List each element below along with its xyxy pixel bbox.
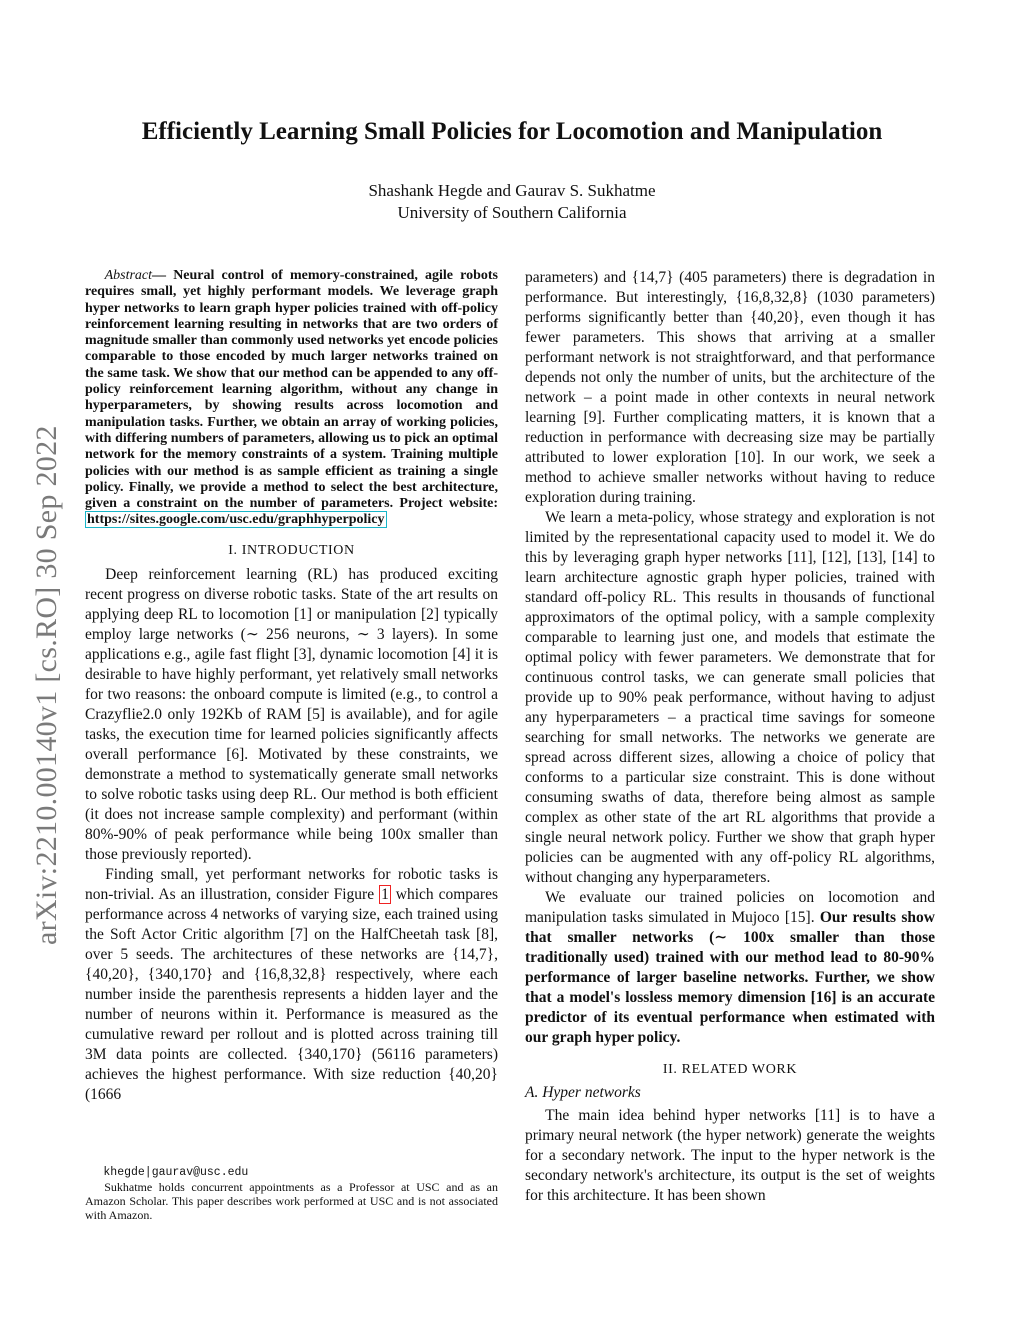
right-p3-text: We evaluate our trained policies on locomotion and manipulation tasks simulated in Mujoco [15]. (525, 889, 935, 926)
authors: Shashank Hegde and Gaurav S. Sukhatme (368, 181, 656, 200)
abstract (85, 268, 498, 529)
project-website-link[interactable]: https://sites.google.com/usc.edu/graphhyperpolicy (87, 512, 385, 528)
arxiv-identifier: arXiv:2210.00140v1 [cs.RO] 30 Sep 2022 (30, 425, 63, 945)
right-p3-bold: Our results show that smaller networks (∼ 100x smaller than those traditionally used) trained with our method lead to 80-90% performance of larger baseline networks. Further, we show that a model's lossless memory dimension [16] is an accurate predictor of its eventual performance when estimated with our graph hyper policy. (525, 909, 935, 1046)
abstract-dash: — (152, 268, 174, 283)
affiliation: University of Southern California (397, 203, 627, 222)
footnote-email: khegde|gaurav@usc.edu (103, 1166, 249, 1179)
related-paragraph-1: The main idea behind hyper networks [11] is to have a primary neural network (the hyper network) generate the weights for a secondary network. The input to the hyper network is the secondary network's architecture, its output is the set of weights for this architecture. It has been shown (525, 1107, 935, 1204)
figure-1-link[interactable]: 1 (381, 885, 389, 903)
intro-paragraph-1: Deep reinforcement learning (RL) has produced exciting recent progress on diverse robotic tasks. State of the art results on applying deep RL to locomotion [1] or manipulation [2] typically employ large networks (∼ 256 neurons, ∼ 3 layers). In some applications e.g., agile fast flight [3], dynamic locomotion [4] it is desirable to have highly performant, yet relatively small networks for two reasons: the onboard compute is limited (e.g., to control a Crazyflie2.0 only 192Kb of RAM [5] is available), and for agile tasks, the execution time for learned policies significantly affects overall performance [6]. Motivated by these constraints, we demonstrate a method to systematically generate small networks to solve robotic tasks using deep RL. Our method is both efficient (it does not increase sample complexity) and performant (within 80%-90% of peak performance while being 100x smaller than those previously reported). (85, 565, 498, 863)
right-paragraph-2: We learn a meta-policy, whose strategy and exploration is not limited by the representational capacity used to model it. We do this by leveraging graph hyper networks [11], [12], [13], [14] to learn architecture agnostic graph hyper policies, trained with standard off-policy RL. This results in thousands of functional approximators of the optimal policy, with a sample complexity comparable to learning just one, and models that estimate the optimal policy with fewer parameters. We demonstrate that for continuous control tasks, we can generate small policies that provide up to 90% peak performance, without having to adjust any hyperparameters – a practical time savings for someone searching for small networks. The networks we generate are spread across different sizes, allowing a choice of policy that conforms to a particular size constraint. This is done without consuming swaths of data, therefore being almost as sample complex as other state of the art RL algorithms that provide a single neural network policy. Further we show that graph hyper policies can be augmented with any off-policy RL algorithms, without changing any hyperparameters. (525, 509, 935, 886)
left-column (85, 268, 498, 1105)
right-column (525, 268, 935, 1206)
abstract-lead: Abstract (104, 268, 153, 283)
right-paragraph-3 (525, 888, 935, 1048)
author-block (60, 180, 964, 224)
abstract-text: Neural control of memory-constrained, agile robots requires small, yet highly performant models. We leverage graph hyper networks to learn graph hyper policies trained with off-policy reinforcement learning resulting in networks that are two orders of magnitude smaller than commonly used networks yet encode policies comparable to those encoded by much larger networks trained on the same task. We show that our method can be appended to any off-policy reinforcement learning algorithm, without any change in hyperparameters, by showing results across locomotion and manipulation tasks. Further, we obtain an array of working policies, with differing numbers of parameters, allowing us to pick an optimal network for the memory constraints of a system. Training multiple policies with our method is as sample efficient as training a single policy. Finally, we provide a method to select the best architecture, given a constraint on the number of parameters. Project website: (85, 268, 499, 512)
intro-p2-text-b: which compares performance across 4 networks of varying size, each trained using the Soft Actor Critic algorithm [7] on the HalfCheetah task [8], over 5 seeds. The architectures of these networks are {14,7}, {40,20}, {340,170} and {16,8,32,8} respectively, where each number inside the parenthesis represents a hidden layer and the number of neurons within it. Performance is measured as the cumulative reward per rollout and is plotted across training till 3M data points are collected. {340,170} (56116 parameters) achieves the highest performance. With size reduction {40,20} (1666 (85, 885, 498, 1103)
section-heading-related-work: II. RELATED WORK (662, 1062, 798, 1077)
intro-paragraph-2 (85, 865, 498, 1105)
section-heading-introduction: I. INTRODUCTION (228, 542, 355, 558)
footnote (85, 1166, 498, 1222)
footnote-text: Sukhatme holds concurrent appointments as a Professor at USC and as an Amazon Scholar. This paper describes work performed at USC and is not associated with Amazon. (85, 1180, 498, 1222)
intro-p2-text-a: Finding small, yet performant networks for robotic tasks is non-trivial. As an illustration, consider Figure (85, 865, 498, 903)
right-paragraph-1: parameters) and {14,7} (405 parameters) there is degradation in performance. But interestingly, {16,8,32,8} (1030 parameters) performs significantly better than {40,20}, even though it has fewer parameters. This shows that arriving at a smaller performant network is not straightforward, and that performance depends not only the number of units, but the architecture of the network – a point made in other contexts in neural network learning [9]. Further complicating matters, it is known that a reduction in performance with decreasing size may be partially attributed to lower exploration [10]. In our work, we seek a method to achieve smaller networks without having to reduce exploration during training. (525, 269, 935, 506)
subsection-hyper-networks: A. Hyper networks (525, 1084, 641, 1101)
paper-title: Efficiently Learning Small Policies for Locomotion and Manipulation (141, 118, 883, 145)
